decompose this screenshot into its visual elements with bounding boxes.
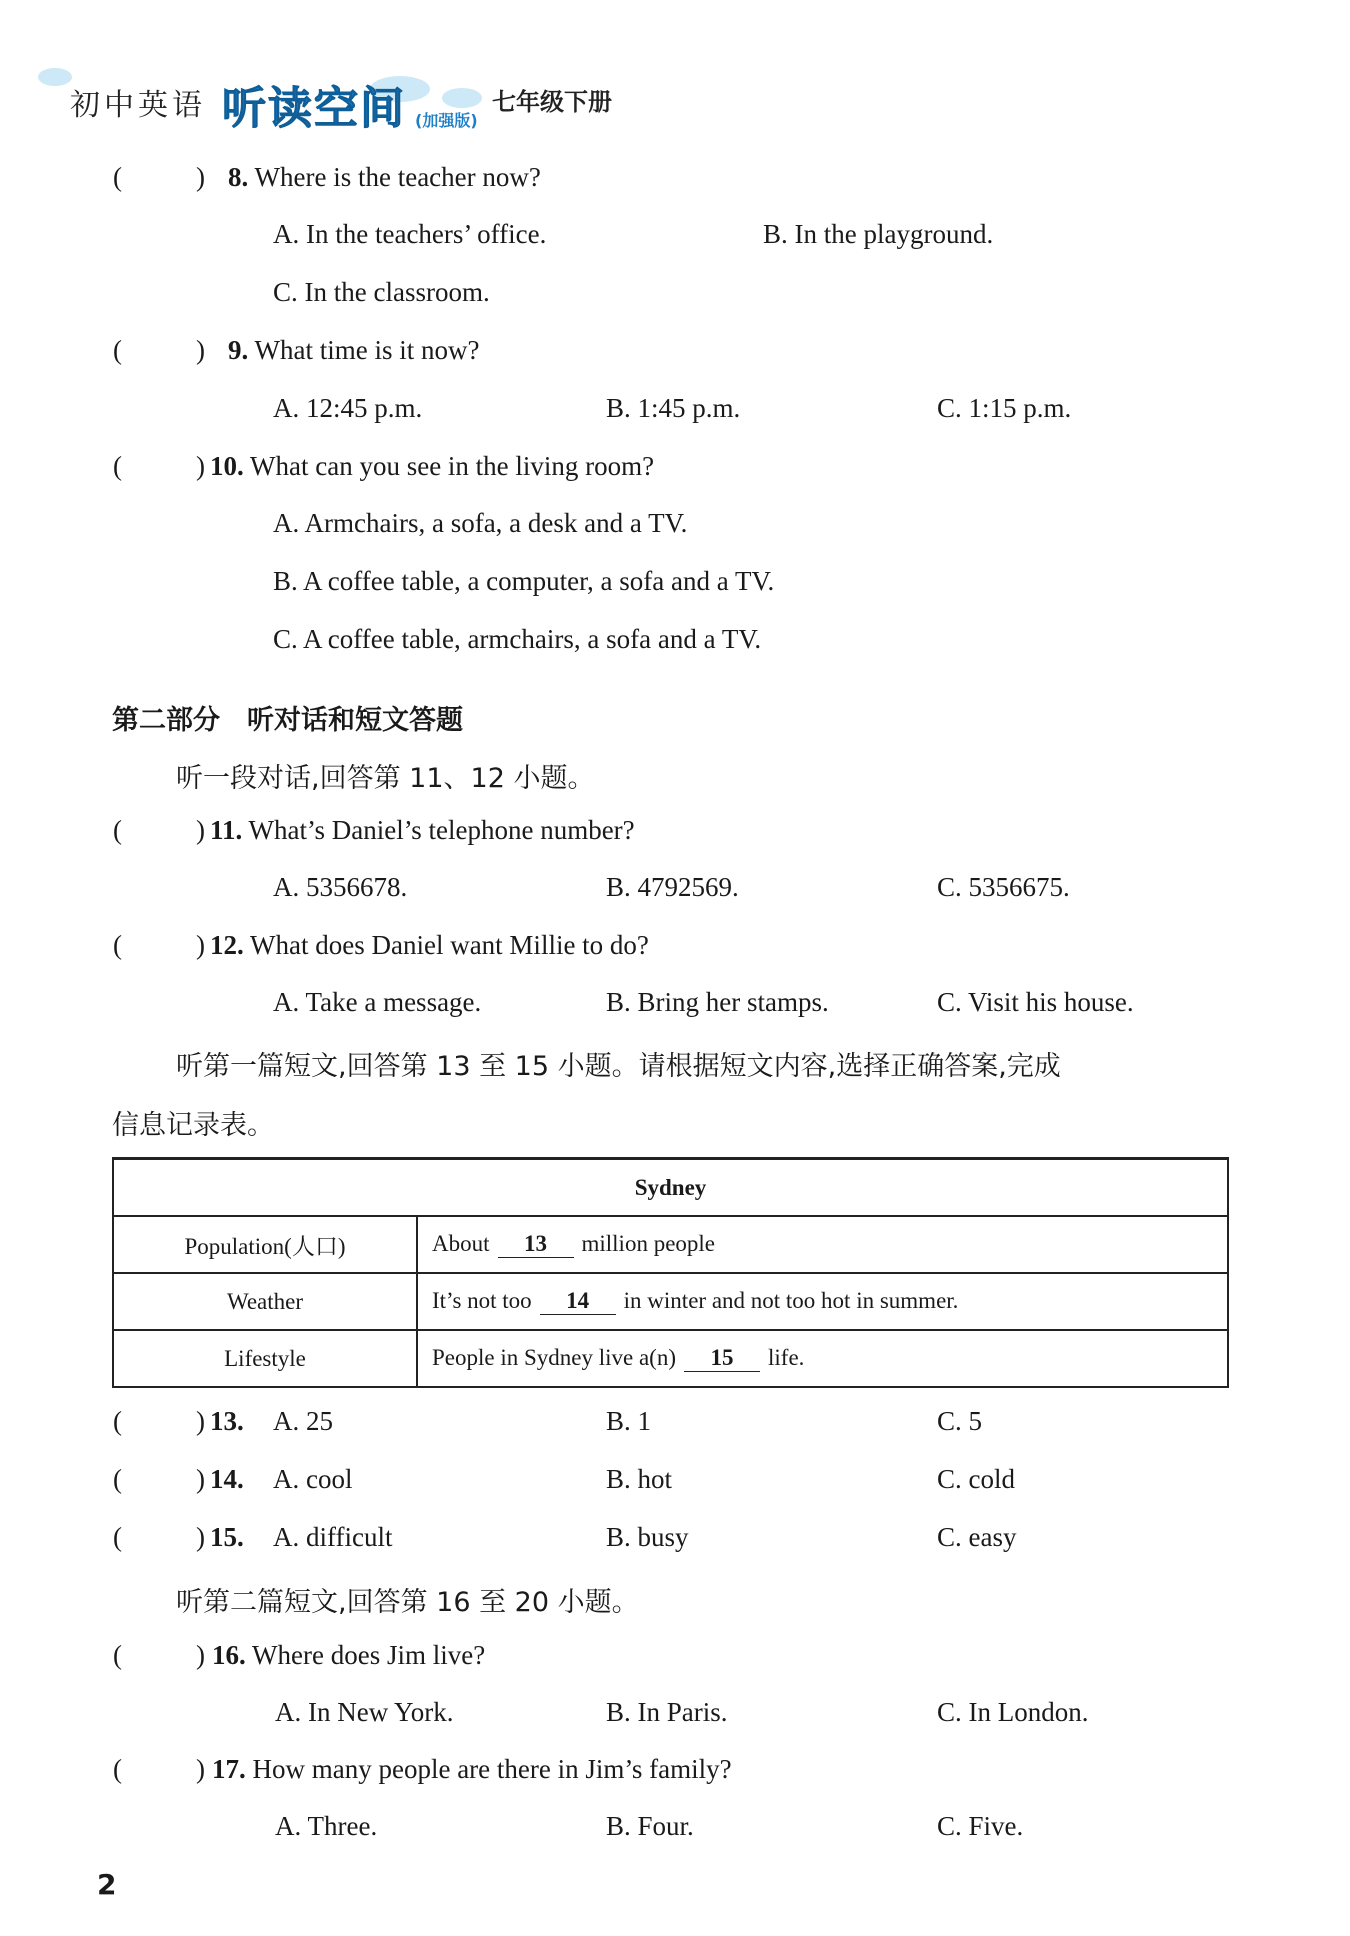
row-content-lifestyle [417, 1330, 1228, 1387]
row-text-after: million people [581, 1231, 716, 1256]
fill-blank-14[interactable]: 14 [540, 1288, 616, 1315]
option-8b: B. In the playground. [763, 219, 994, 249]
fill-blank-15[interactable]: 15 [684, 1345, 760, 1372]
question-number: 17. [212, 1754, 246, 1784]
option-12a: A. Take a message. [273, 987, 482, 1017]
row-label-weather: Weather [113, 1273, 417, 1330]
row-text-before: People in Sydney live a(n) [432, 1345, 677, 1370]
question-text: What does Daniel want Millie to do? [250, 930, 649, 960]
answer-paren-open: ( [113, 1754, 122, 1784]
question-9 [228, 335, 479, 366]
question-14 [210, 1464, 244, 1495]
answer-paren-open: ( [113, 1640, 122, 1670]
section-title-part2: 第二部分 听对话和短文答题 [112, 705, 463, 736]
answer-paren-close: ) [196, 1406, 205, 1436]
option-11c: C. 5356675. [937, 872, 1070, 902]
option-17b: B. Four. [606, 1811, 694, 1841]
question-number: 16. [212, 1640, 246, 1670]
sydney-info-table [112, 1157, 1229, 1388]
question-15 [210, 1522, 244, 1553]
question-text: Where does Jim live? [252, 1640, 486, 1670]
answer-paren-open: ( [113, 1406, 122, 1436]
question-number: 8. [228, 162, 249, 192]
option-16c: C. In London. [937, 1697, 1089, 1727]
row-text-after: in winter and not too hot in summer. [623, 1288, 959, 1313]
answer-paren-open: ( [113, 335, 122, 365]
option-16b: B. In Paris. [606, 1697, 728, 1727]
option-15b: B. busy [606, 1522, 689, 1552]
option-15a: A. difficult [273, 1522, 393, 1552]
answer-paren-close: ) [196, 1640, 205, 1670]
question-16 [212, 1640, 485, 1671]
option-8a: A. In the teachers’ office. [273, 219, 547, 249]
row-content-weather [417, 1273, 1228, 1330]
row-content-population [417, 1216, 1228, 1273]
dialogue-instruction: 听一段对话,回答第 11、12 小题。 [176, 763, 595, 794]
row-text-after: life. [768, 1345, 805, 1370]
table-row [113, 1273, 1228, 1330]
question-number: 15. [210, 1522, 244, 1552]
row-text-before: It’s not too [432, 1288, 532, 1313]
page-number: 2 [97, 1868, 117, 1901]
answer-paren-close: ) [196, 451, 205, 481]
question-number: 9. [228, 335, 249, 365]
table-row [113, 1330, 1228, 1387]
option-14a: A. cool [273, 1464, 353, 1494]
page-header [70, 70, 770, 140]
option-14b: B. hot [606, 1464, 673, 1494]
question-number: 11. [210, 815, 243, 845]
answer-paren-close: ) [196, 162, 205, 192]
grade-label: 七年级下册 [492, 88, 612, 116]
question-12 [210, 930, 649, 961]
answer-paren-close: ) [196, 815, 205, 845]
cloud-decoration-icon [38, 68, 72, 86]
question-text: How many people are there in Jim’s family? [252, 1754, 732, 1784]
option-9a: A. 12:45 p.m. [273, 393, 423, 423]
answer-paren-open: ( [113, 815, 122, 845]
answer-paren-close: ) [196, 930, 205, 960]
option-10b: B. A coffee table, a computer, a sofa and a TV. [273, 566, 775, 596]
answer-paren-open: ( [113, 451, 122, 481]
passage2-instruction: 听第二篇短文,回答第 16 至 20 小题。 [176, 1587, 639, 1618]
answer-paren-close: ) [196, 1464, 205, 1494]
brand-edition: (加强版) [415, 111, 478, 130]
option-15c: C. easy [937, 1522, 1017, 1552]
question-11 [210, 815, 635, 846]
question-number: 14. [210, 1464, 244, 1494]
option-17c: C. Five. [937, 1811, 1024, 1841]
question-13 [210, 1406, 244, 1437]
brand-logo: 听读空间 [222, 83, 406, 134]
option-17a: A. Three. [275, 1811, 378, 1841]
option-14c: C. cold [937, 1464, 1015, 1494]
answer-paren-close: ) [196, 1522, 205, 1552]
option-12c: C. Visit his house. [937, 987, 1134, 1017]
option-13a: A. 25 [273, 1406, 333, 1436]
fill-blank-13[interactable]: 13 [498, 1231, 574, 1258]
question-text: What can you see in the living room? [250, 451, 655, 481]
question-text: What time is it now? [254, 335, 480, 365]
table-title: Sydney [113, 1159, 1228, 1217]
option-11a: A. 5356678. [273, 872, 408, 902]
answer-paren-close: ) [196, 335, 205, 365]
answer-paren-open: ( [113, 1464, 122, 1494]
table-row [113, 1216, 1228, 1273]
option-13c: C. 5 [937, 1406, 983, 1436]
option-10c: C. A coffee table, armchairs, a sofa and a TV. [273, 624, 762, 654]
question-8 [228, 162, 541, 193]
book-series-label: 初中英语 [70, 88, 206, 123]
passage1-instruction: 听第一篇短文,回答第 13 至 15 小题。请根据短文内容,选择正确答案,完成 [176, 1051, 1061, 1082]
question-text: Where is the teacher now? [254, 162, 541, 192]
option-8c: C. In the classroom. [273, 277, 490, 307]
question-17 [212, 1754, 732, 1785]
passage1-instruction-cont: 信息记录表。 [112, 1110, 274, 1141]
answer-paren-close: ) [196, 1754, 205, 1784]
answer-paren-open: ( [113, 1522, 122, 1552]
cloud-decoration-icon [442, 88, 482, 108]
question-number: 10. [210, 451, 244, 481]
row-label-population: Population(人口) [113, 1216, 417, 1273]
question-10 [210, 451, 654, 482]
row-text-before: About [432, 1231, 490, 1256]
option-9c: C. 1:15 p.m. [937, 393, 1072, 423]
option-13b: B. 1 [606, 1406, 652, 1436]
option-10a: A. Armchairs, a sofa, a desk and a TV. [273, 508, 688, 538]
answer-paren-open: ( [113, 162, 122, 192]
answer-paren-open: ( [113, 930, 122, 960]
option-9b: B. 1:45 p.m. [606, 393, 741, 423]
row-label-lifestyle: Lifestyle [113, 1330, 417, 1387]
question-text: What’s Daniel’s telephone number? [248, 815, 635, 845]
question-number: 12. [210, 930, 244, 960]
question-number: 13. [210, 1406, 244, 1436]
option-12b: B. Bring her stamps. [606, 987, 829, 1017]
option-11b: B. 4792569. [606, 872, 739, 902]
table-header-row [113, 1159, 1228, 1217]
option-16a: A. In New York. [275, 1697, 454, 1727]
